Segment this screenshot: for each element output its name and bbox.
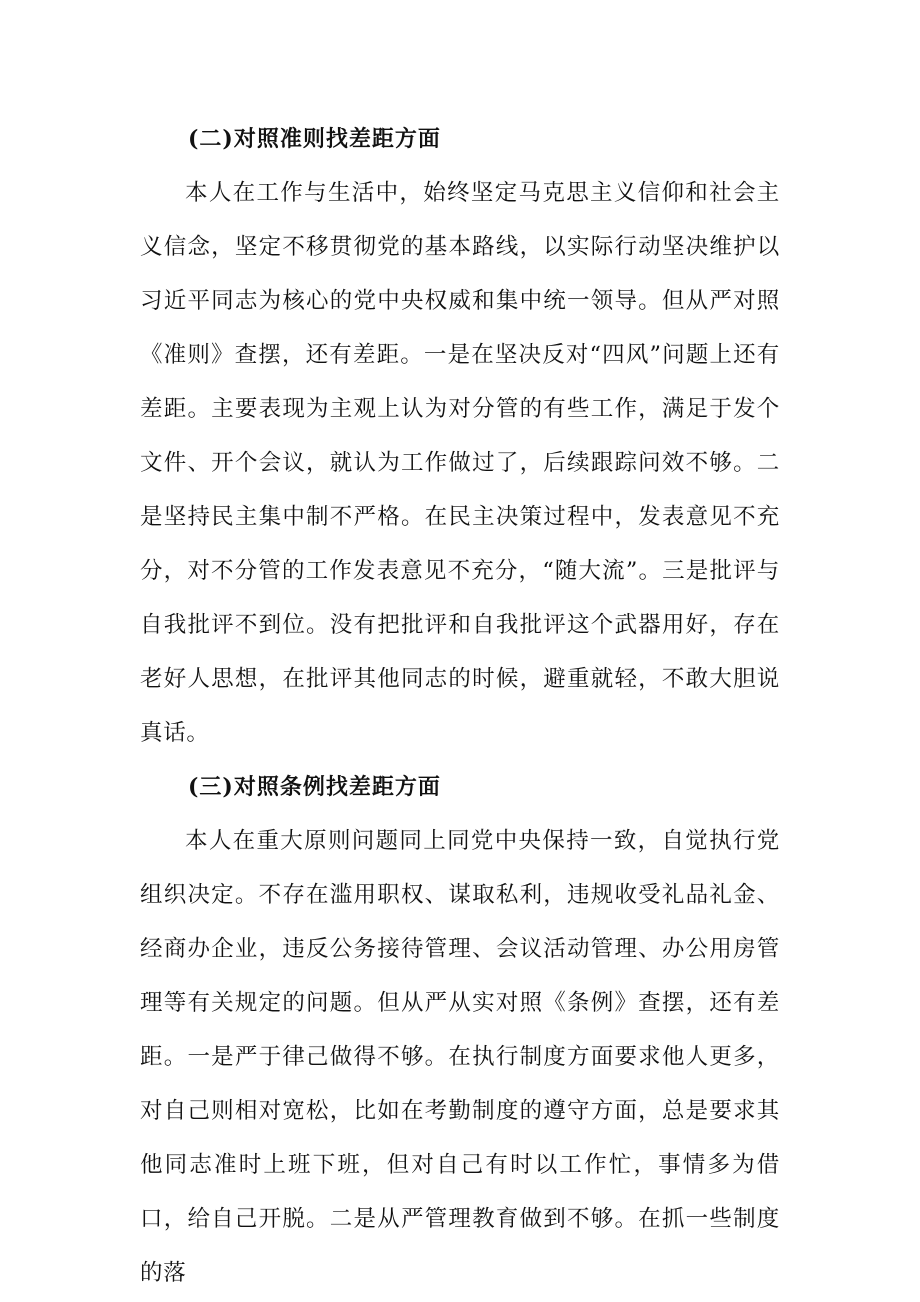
section-body-guidelines: 本人在工作与生活中，始终坚定马克思主义信仰和社会主义信念，坚定不移贯彻党的基本路线，以实际行动坚决维护以习近平同志为核心的党中央权威和集中统一领导。但从严对照《准则》查摆，还有差距。一是在坚决反对“四风”问题上还有差距。主要表现为主观上认为对分管的有些工作，满足于发个文件、开个会议，就认为工作做过了，后续跟踪问效不够。二是坚持民主集中制不严格。在民主决策过程中，发表意见不充分，对不分管的工作发表意见不充分，“随大流”。三是批评与自我批评不到位。没有把批评和自我批评这个武器用好，存在老好人思想，在批评其他同志的时候，避重就轻，不敢大胆说真话。	[140, 180, 780, 746]
section-heading-regulations: (三)对照条例找差距方面	[188, 774, 441, 800]
section-heading-guidelines: (二)对照准则找差距方面	[188, 126, 441, 152]
section-body-regulations: 本人在重大原则问题同上同党中央保持一致，自觉执行党组织决定。不存在滥用职权、谋取私利，违规收受礼品礼金、经商办企业，违反公务接待管理、会议活动管理、办公用房管理等有关规定的问题。但从严从实对照《条例》查摆，还有差距。一是严于律己做得不够。在执行制度方面要求他人更多，对自己则相对宽松，比如在考勤制度的遵守方面，总是要求其他同志准时上班下班，但对自己有时以工作忙，事情多为借口，给自己开脱。二是从严管理教育做到不够。在抓一些制度的落	[140, 828, 780, 1286]
document-content	[140, 112, 780, 1300]
